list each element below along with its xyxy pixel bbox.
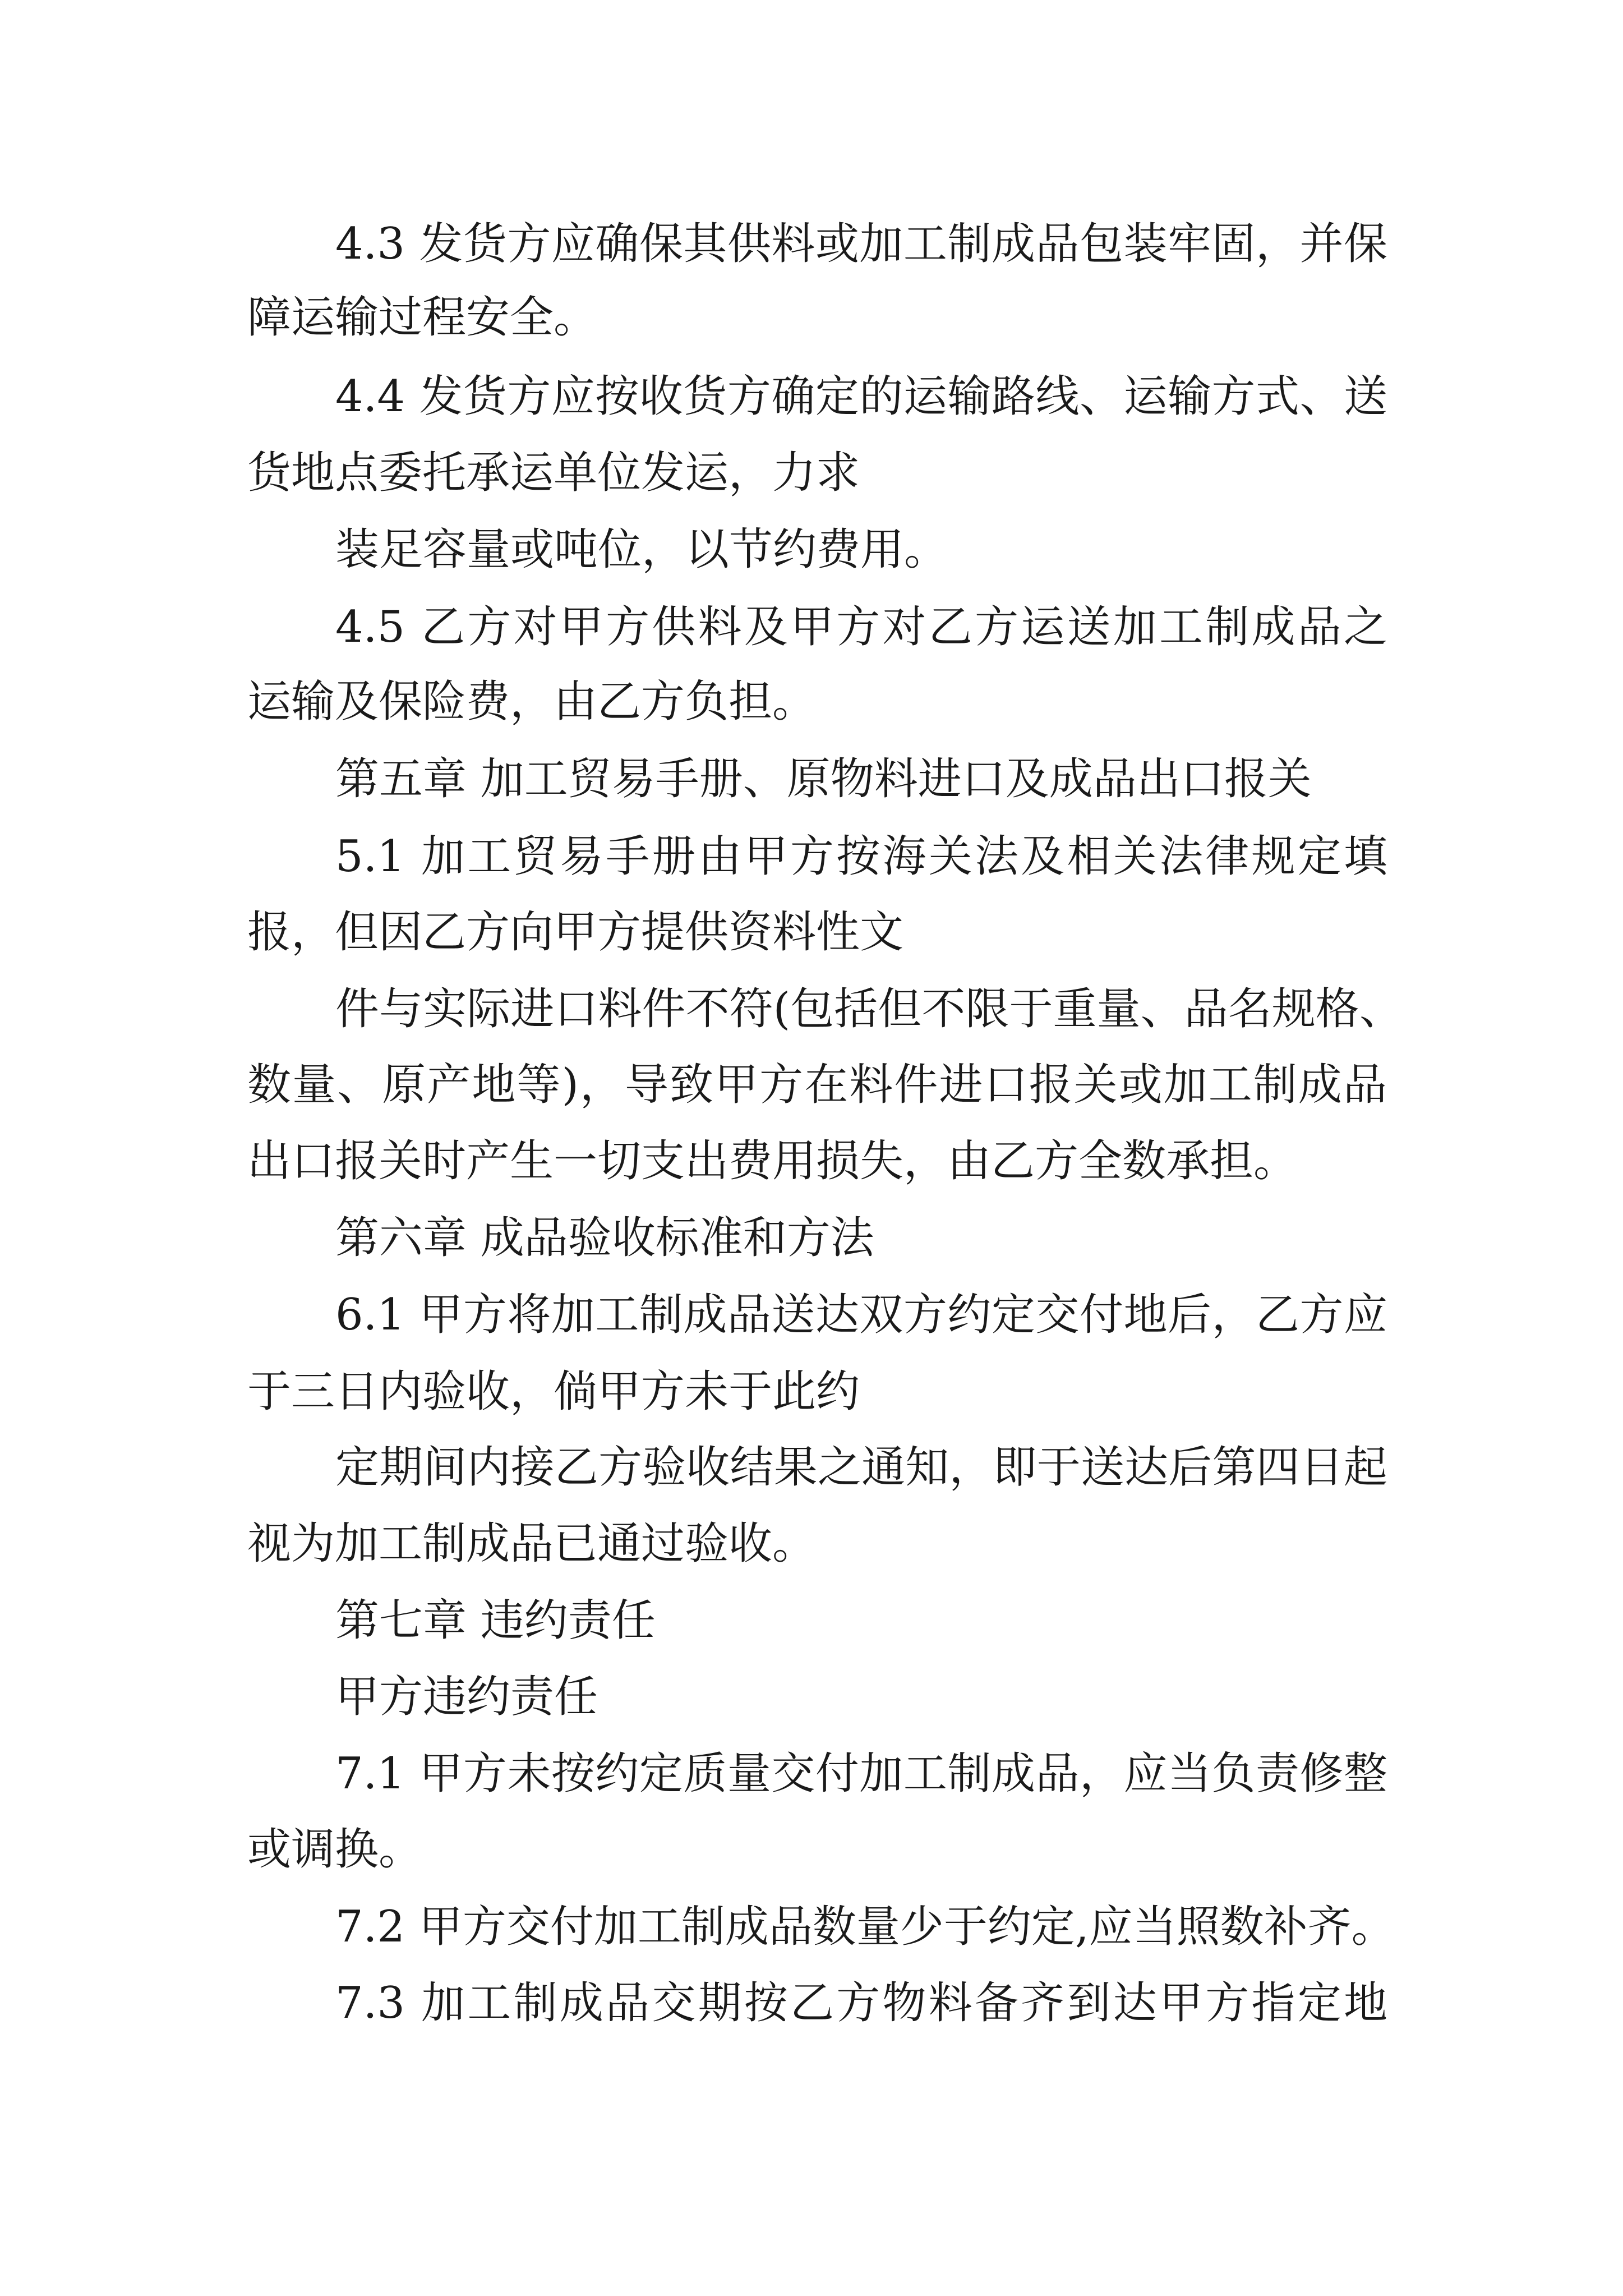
paragraph-6-1-line-4: 视为加工制成品已通过验收。 bbox=[247, 1519, 817, 1569]
paragraph-6-1-line-1: 6.1 甲方将加工制成品送达双方约定交付地后，乙方应 bbox=[335, 1290, 1387, 1340]
paragraph-7-1-line-2: 或调换。 bbox=[247, 1824, 423, 1875]
chapter-7-heading: 第七章 违约责任 bbox=[335, 1595, 656, 1646]
paragraph-5-1-line-5: 出口报关时产生一切支出费用损失，由乙方全数承担。 bbox=[247, 1136, 1298, 1186]
paragraph-4-4-line-2: 货地点委托承运单位发运，力求 bbox=[247, 448, 860, 498]
paragraph-5-1-line-2: 报，但因乙方向甲方提供资料性文 bbox=[247, 907, 904, 958]
paragraph-4-4-line-1: 4.4 发货方应按收货方确定的运输路线、运输方式、送 bbox=[335, 371, 1387, 422]
paragraph-7-3-line-1: 7.3 加工制成品交期按乙方物料备齐到达甲方指定地 bbox=[335, 1978, 1387, 2028]
paragraph-4-3-line-2: 障运输过程安全。 bbox=[247, 292, 598, 343]
paragraph-4-5-line-2: 运输及保险费，由乙方负担。 bbox=[247, 677, 817, 727]
paragraph-6-1-line-3: 定期间内接乙方验收结果之通知，即于送达后第四日起 bbox=[335, 1442, 1387, 1493]
paragraph-5-1-line-1: 5.1 加工贸易手册由甲方按海关法及相关法律规定填 bbox=[335, 831, 1387, 882]
paragraph-7-2-line-1: 7.2 甲方交付加工制成品数量少于约定,应当照数补齐。 bbox=[335, 1902, 1395, 1952]
paragraph-4-3-line-1: 4.3 发货方应确保其供料或加工制成品包装牢固，并保 bbox=[335, 219, 1387, 269]
paragraph-4-5-line-1: 4.5 乙方对甲方供料及甲方对乙方运送加工制成品之 bbox=[335, 602, 1387, 652]
party-a-liability-heading: 甲方违约责任 bbox=[335, 1672, 598, 1722]
paragraph-6-1-line-2: 于三日内验收，倘甲方未于此约 bbox=[247, 1366, 860, 1417]
paragraph-5-1-line-4: 数量、原产地等)，导致甲方在料件进口报关或加工制成品 bbox=[247, 1060, 1387, 1110]
chapter-6-heading: 第六章 成品验收标准和方法 bbox=[335, 1213, 874, 1263]
paragraph-5-1-line-3: 件与实际进口料件不符(包括但不限于重量、品名规格、 bbox=[335, 984, 1403, 1034]
paragraph-4-4-line-3: 装足容量或吨位，以节约费用。 bbox=[335, 524, 948, 575]
paragraph-7-1-line-1: 7.1 甲方未按约定质量交付加工制成品，应当负责修整 bbox=[335, 1749, 1387, 1799]
chapter-5-heading: 第五章 加工贸易手册、原物料进口及成品出口报关 bbox=[335, 754, 1312, 804]
